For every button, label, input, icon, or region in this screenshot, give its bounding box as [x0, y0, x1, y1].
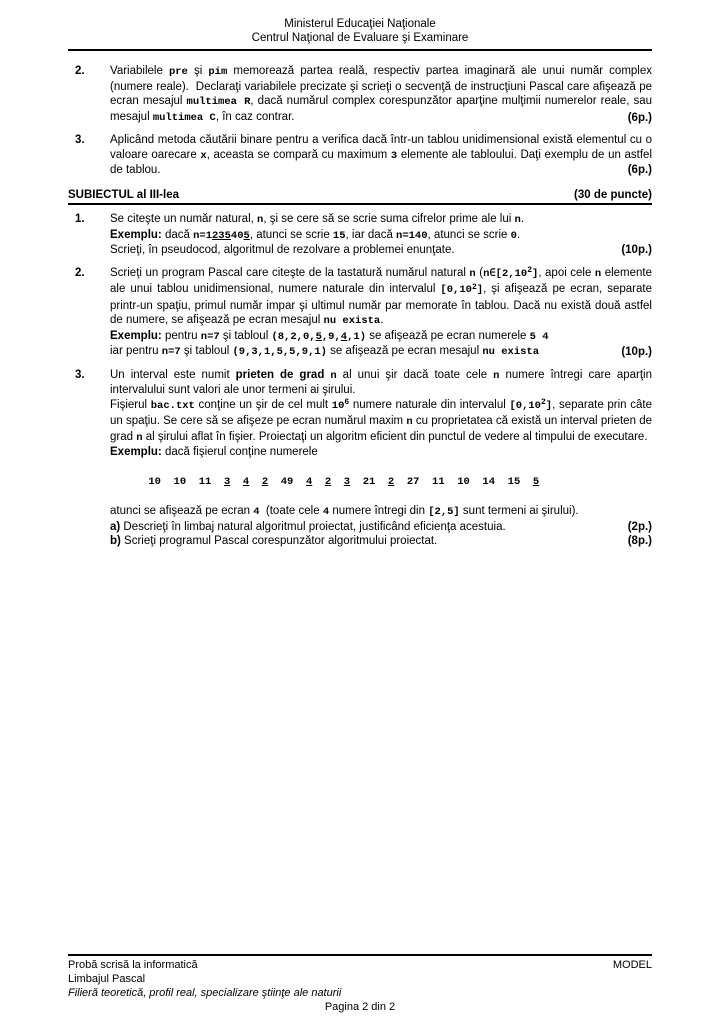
footer-track: Filieră teoretică, profil real, specializare ştiinţe ale naturii [68, 987, 342, 999]
subitem-a: a) Descrieţi în limbaj natural algoritmul proiectat, justificând eficienţa acestuia. (2p.) [110, 520, 652, 533]
item-paragraph: Un interval este numit prieten de grad n al unui şir dacă toate cele n numere întregi care aparţin intervalului sunt valori ale unor termeni ai şirului. [110, 368, 652, 396]
footer-exam-type: Probă scrisă la informatică [68, 959, 198, 971]
item-paragraph: Scrieţi un program Pascal care citeşte de la tastatură numărul natural n (n∈[2,10$^2$], apoi cele n elemente ale unui tablou unidimensional, numere naturale din intervalul [0,10$^2$], şi afişează pe ecran, separate printr-un spaţiu, primul număr impar şi ultimul număr par memorate în tablou. Dacă nu există două astfel de numere, se afişează pe ecran mesajul nu exista. [110, 266, 653, 327]
item-3-subject3 [68, 368, 652, 549]
item-number: 3. [75, 134, 85, 146]
example-result-line: atunci se afişează pe ecran 4 (toate cele 4 numere întregi din [2,5] sunt termeni ai şirului). [110, 505, 579, 518]
exam-body [68, 64, 652, 549]
item-paragraph: Variabilele pre şi pim memorează partea reală, respectiv partea imaginară ale unui număr complex (numere reale). Declaraţi variabilele precizate şi scrieţi o secvenţă de instrucţiuni Pascal care afişează pe ecran mesajul multimea R, dacă numărul complex corespunzător aparţine mulţimii numerelor reale, sau mesajul multimea C, în caz contrar. (6p.) [110, 65, 653, 124]
example-line: Exemplu: dacă n=1235405, atunci se scrie 15, iar dacă n=140, atunci se scrie 0. [110, 228, 521, 242]
subitem-b: b) Scrieţi programul Pascal corespunzător algoritmului proiectat. (8p.) [110, 535, 652, 547]
points-label: (6p.) [627, 164, 652, 176]
footer-language: Limbajul Pascal [68, 973, 146, 985]
page-content [68, 18, 652, 557]
item-paragraph: Se citeşte un număr natural, n, şi se cere să se scrie suma cifrelor prime ale lui n. [110, 213, 525, 226]
points-label: (2p.) [627, 520, 652, 533]
points-label: (8p.) [627, 535, 652, 547]
center-title: Centrul Naţional de Evaluare şi Examinare [251, 31, 469, 44]
numbers-line: 10 10 11 3 4 2 49 4 2 3 21 2 27 11 10 14 15 5 [148, 476, 540, 488]
points-label: (6p.) [627, 111, 652, 124]
item-number: 3. [75, 368, 85, 381]
header-rule [68, 49, 652, 51]
item-number: 2. [75, 266, 85, 279]
footer-rule [68, 954, 652, 956]
example-line: Exemplu: dacă fişierul conţine numerele [110, 446, 318, 458]
item-2-subject3 [68, 266, 652, 360]
example-line: Exemplu: pentru n=7 şi tabloul (8,2,0,5,9,4,1) se afişează pe ecran numerele 5 4 [110, 329, 549, 343]
item-1-subject3 [68, 212, 652, 258]
page-number: Pagina 2 din 2 [324, 1001, 396, 1013]
item-2-subject2 [68, 64, 652, 125]
page-header [68, 18, 652, 51]
item-number: 1. [75, 213, 85, 225]
example-line: iar pentru n=7 şi tabloul (9,3,1,5,5,9,1) se afişează pe ecran mesajul nu exista (10p.) [110, 345, 652, 358]
points-label: (10p.) [621, 244, 652, 256]
item-paragraph: Aplicând metoda căutării binare pentru a verifica dacă într-un tablou unidimensional există elementul cu o valoare oarecare x, aceasta se compară cu maximum 3 elemente ale tabloului. Daţi exemplu de un astfel de tablou. (6p.) [110, 134, 652, 176]
item-number: 2. [75, 65, 85, 77]
footer-model-label: MODEL [612, 959, 652, 971]
section3-points: (30 de puncte) [574, 188, 652, 201]
item-3-subject2 [68, 133, 652, 178]
section3-title: SUBIECTUL al III-lea [68, 188, 179, 201]
ministry-title: Ministerul Educaţiei Naţionale [284, 18, 436, 30]
item-paragraph: Scrieţi, în pseudocod, algoritmul de rezolvare a problemei enunţate. (10p.) [110, 244, 652, 256]
points-label: (10p.) [621, 346, 652, 358]
page-footer [68, 954, 652, 1014]
item-paragraph: Fişierul bac.txt conţine un şir de cel mult $10^6$ numere naturale din intervalul [0,10$^2$], separate prin câte un spaţiu. Se cere să se afişeze pe ecran numărul maxim n cu proprietatea că există un interval prieten de grad n al şirului aflat în fişier. Proiectaţi un algoritm eficient din punctul de vedere al timpului de executare. [110, 398, 652, 444]
section3-heading [68, 188, 652, 206]
